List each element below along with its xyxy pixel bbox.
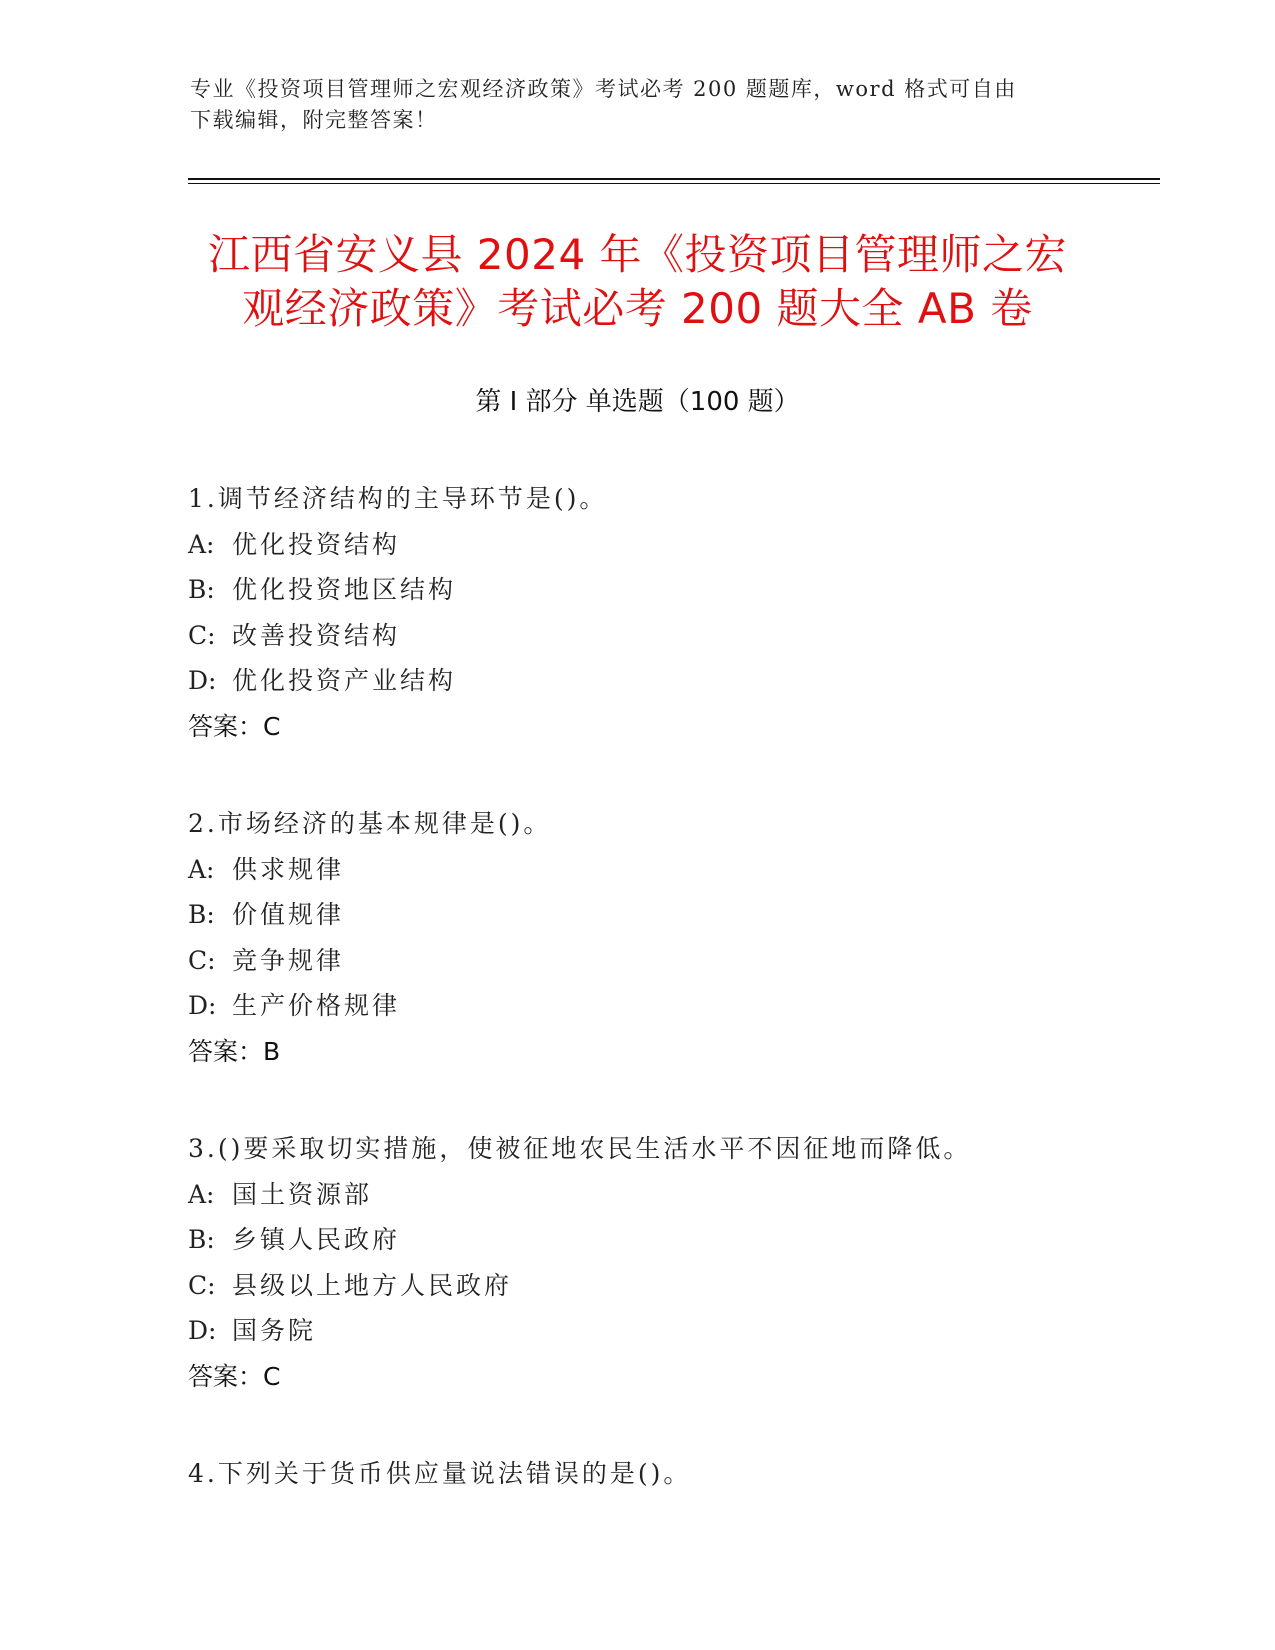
answer-line bbox=[188, 1354, 1148, 1400]
option-a bbox=[188, 847, 1148, 893]
option-letter: C: bbox=[188, 945, 216, 975]
answer-value: C bbox=[263, 711, 281, 741]
question-stem: 4.下列关于货币供应量说法错误的是()。 bbox=[188, 1459, 692, 1488]
option-d bbox=[188, 983, 1148, 1029]
option-text: 改善投资结构 bbox=[232, 620, 401, 650]
document-title bbox=[140, 228, 1135, 336]
answer-line bbox=[188, 1029, 1148, 1075]
option-c bbox=[188, 1263, 1148, 1309]
option-b bbox=[188, 567, 1148, 613]
document-title-line-1: 江西省安义县 2024 年《投资项目管理师之宏 bbox=[207, 230, 1068, 279]
option-a bbox=[188, 1172, 1148, 1218]
option-letter: C: bbox=[188, 1270, 216, 1300]
question-3 bbox=[188, 1126, 1148, 1399]
answer-value: B bbox=[263, 1036, 281, 1066]
question-stem: 2.市场经济的基本规律是()。 bbox=[188, 809, 552, 838]
document-title-line-2: 观经济政策》考试必考 200 题大全 AB 卷 bbox=[242, 284, 1033, 333]
option-letter: D: bbox=[188, 666, 217, 695]
option-text: 供求规律 bbox=[232, 854, 345, 884]
option-letter: B: bbox=[188, 1225, 215, 1254]
option-c bbox=[188, 613, 1148, 659]
option-letter: D: bbox=[188, 991, 217, 1020]
question-4 bbox=[188, 1451, 1148, 1497]
header-note-line-1: 专业《投资项目管理师之宏观经济政策》考试必考 200 题题库，word 格式可自由 bbox=[190, 77, 1017, 101]
answer-line bbox=[188, 704, 1148, 750]
answer-value: C bbox=[263, 1361, 281, 1391]
option-text: 国土资源部 bbox=[232, 1179, 373, 1209]
option-text: 竞争规律 bbox=[232, 945, 345, 975]
option-text: 生产价格规律 bbox=[232, 991, 401, 1020]
option-letter: D: bbox=[188, 1316, 217, 1345]
answer-prefix: 答案： bbox=[188, 1036, 264, 1066]
header-rule-thick bbox=[188, 178, 1160, 180]
answer-prefix: 答案： bbox=[188, 1361, 264, 1391]
option-d bbox=[188, 658, 1148, 704]
answer-prefix: 答案： bbox=[188, 711, 264, 741]
option-letter: B: bbox=[188, 575, 215, 604]
option-text: 优化投资结构 bbox=[232, 529, 401, 559]
option-b bbox=[188, 1217, 1148, 1263]
option-letter: B: bbox=[188, 900, 215, 929]
option-a bbox=[188, 522, 1148, 568]
option-text: 乡镇人民政府 bbox=[232, 1225, 401, 1254]
option-text: 县级以上地方人民政府 bbox=[232, 1270, 513, 1300]
option-text: 优化投资产业结构 bbox=[232, 666, 457, 695]
question-2 bbox=[188, 801, 1148, 1074]
option-letter: A: bbox=[188, 854, 215, 884]
header-rule-thin bbox=[188, 183, 1160, 184]
question-stem: 1.调节经济结构的主导环节是()。 bbox=[188, 484, 608, 513]
option-letter: A: bbox=[188, 1179, 215, 1209]
option-b bbox=[188, 892, 1148, 938]
question-list bbox=[188, 476, 1148, 1549]
option-text: 国务院 bbox=[232, 1316, 317, 1345]
option-text: 优化投资地区结构 bbox=[232, 575, 457, 604]
section-heading: 第 I 部分 单选题（100 题） bbox=[475, 387, 800, 417]
question-stem: 3.()要采取切实措施，使被征地农民生活水平不因征地而降低。 bbox=[188, 1134, 972, 1163]
option-d bbox=[188, 1308, 1148, 1354]
header-note-line-2: 下载编辑，附完整答案！ bbox=[190, 108, 438, 132]
option-c bbox=[188, 938, 1148, 984]
option-letter: C: bbox=[188, 620, 216, 650]
option-letter: A: bbox=[188, 529, 215, 559]
option-text: 价值规律 bbox=[232, 900, 345, 929]
header-note bbox=[190, 74, 1090, 136]
question-1 bbox=[188, 476, 1148, 749]
